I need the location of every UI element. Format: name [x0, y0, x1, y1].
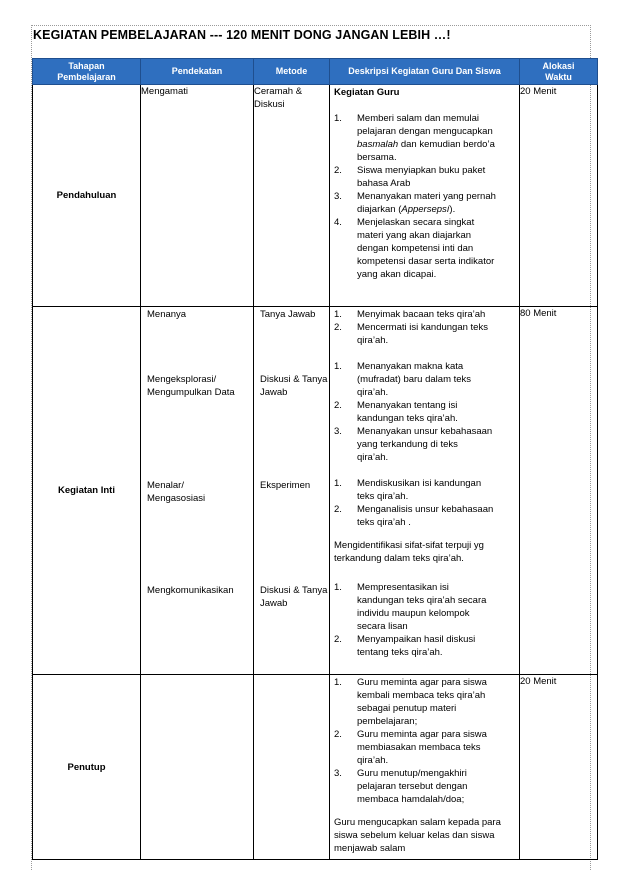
time-cell	[520, 675, 598, 860]
header-stage-line: Tahapan	[68, 60, 105, 71]
list-item-number: 2.	[334, 165, 342, 176]
list-item-line: pembelajaran;	[357, 716, 418, 727]
list-item-line: Guru meminta agar para siswa	[357, 677, 487, 688]
list-item-line: yang terkandung di teks	[357, 439, 458, 450]
list-item-line: Menyampaikan hasil diskusi	[357, 634, 476, 645]
header-stage	[33, 59, 141, 85]
header-allocation	[520, 59, 598, 85]
list-item-line: Menanyakan unsur kebahasaan	[357, 426, 493, 437]
approach-cell	[141, 307, 254, 675]
description-cell	[330, 675, 520, 860]
list-item-line: membaca hamdalah/doa;	[357, 794, 465, 805]
list-item-number: 1.	[334, 582, 342, 593]
list-item-line: Menjelaskan secara singkat	[357, 217, 475, 228]
method-label: Eksperimen	[260, 480, 311, 491]
list-item-line: kompetensi dasar serta indikator	[357, 256, 495, 267]
list-item-line: Mendiskusikan isi kandungan	[357, 478, 482, 489]
header-alloc-line: Waktu	[545, 71, 572, 82]
table-header-row	[33, 59, 598, 85]
list-item-line: Menanyakan makna kata	[357, 361, 464, 372]
list-item-line: kembali membaca teks qira’ah	[357, 690, 486, 701]
method-label: Jawab	[260, 598, 288, 609]
list-item-line: Menganalisis unsur kebahasaan	[357, 504, 494, 515]
description-title: Kegiatan Guru	[334, 87, 400, 98]
list-item-number: 3.	[334, 426, 342, 437]
description-closing: menjawab salam	[334, 843, 406, 854]
list-item-line: teks qira’ah .	[357, 517, 411, 528]
list-item-line: Menanyakan tentang isi	[357, 400, 458, 411]
approach-label: Menanya	[147, 309, 187, 320]
time-label: 80 Menit	[520, 308, 557, 319]
header-description: Deskripsi Kegiatan Guru Dan Siswa	[330, 59, 520, 85]
method-label: Jawab	[260, 387, 288, 398]
header-stage-line: Pembelajaran	[57, 71, 116, 82]
list-item-line: qira’ah.	[357, 755, 389, 766]
approach-label: Mengumpulkan Data	[147, 387, 235, 398]
list-item-line: (mufradat) baru dalam teks	[357, 374, 472, 385]
list-item-line: diajarkan (Appersepsí).	[357, 204, 456, 215]
method-label: Tanya Jawab	[260, 309, 316, 320]
list-item-line: sebagai penutup materi	[357, 703, 457, 714]
method-cell	[254, 307, 330, 675]
list-item-number: 1.	[334, 677, 342, 688]
list-item-line: secara lisan	[357, 621, 408, 632]
stage-cell: Kegiatan Inti	[33, 307, 141, 675]
list-item-line: pelajaran dengan mengucapkan	[357, 126, 493, 137]
list-item-line: Guru meminta agar para siswa	[357, 729, 487, 740]
list-item-number: 2.	[334, 504, 342, 515]
list-item-line: kandungan teks qira’ah.	[357, 413, 458, 424]
list-item-line: tentang teks qira’ah.	[357, 647, 443, 658]
approach-cell	[141, 675, 254, 860]
list-item-line: dengan kompetensi inti dan	[357, 243, 474, 254]
description-note: Mengidentifikasi sifat-sifat terpuji yg	[334, 540, 484, 551]
list-item-number: 1.	[334, 113, 342, 124]
method-label: Diskusi	[254, 99, 285, 110]
list-item-line: yang akan dicapai.	[357, 269, 437, 280]
method-cell	[254, 85, 330, 307]
stage-cell: Pendahuluan	[33, 85, 141, 307]
list-item-line: Mencermati isi kandungan teks	[357, 322, 488, 333]
list-item-line: teks qira’ah.	[357, 491, 409, 502]
table-row	[33, 85, 598, 307]
list-item-number: 3.	[334, 191, 342, 202]
table-row	[33, 307, 598, 675]
list-item-line: bersama.	[357, 152, 397, 163]
description-note: terkandung dalam teks qira’ah.	[334, 553, 464, 564]
method-label: Diskusi & Tanya	[260, 374, 328, 385]
page-title: KEGIATAN PEMBELAJARAN --- 120 MENIT DONG JANGAN LEBIH …!	[33, 28, 451, 42]
list-item-line: kandungan teks qira’ah secara	[357, 595, 487, 606]
time-label: 20 Menit	[520, 86, 557, 97]
list-item-number: 2.	[334, 400, 342, 411]
lesson-plan-table	[32, 58, 598, 860]
approach-label: Mengasosiasi	[147, 493, 206, 504]
description-closing: Guru mengucapkan salam kepada para	[334, 817, 501, 828]
time-cell	[520, 307, 598, 675]
time-label: 20 Menit	[520, 676, 557, 687]
list-item-number: 4.	[334, 217, 342, 228]
description-closing: siswa sebelum keluar kelas dan siswa	[334, 830, 495, 841]
stage-cell: Penutup	[33, 675, 141, 860]
approach-label: Mengamati	[141, 86, 188, 97]
approach-label: Menalar/	[147, 480, 184, 491]
approach-label: Mengkomunikasikan	[147, 585, 234, 596]
list-item-line: qira’ah.	[357, 387, 389, 398]
list-item-line: basmalah dan kemudian berdo’a	[357, 139, 495, 150]
header-alloc-line: Alokasi	[542, 60, 575, 71]
list-item-line: Menyimak bacaan teks qira’ah	[357, 309, 486, 320]
header-approach: Pendekatan	[141, 59, 254, 85]
list-item-line: materi yang akan diajarkan	[357, 230, 472, 241]
method-cell	[254, 675, 330, 860]
list-item-number: 1.	[334, 361, 342, 372]
approach-label: Mengeksplorasi/	[147, 374, 217, 385]
list-item-line: qira’ah.	[357, 452, 389, 463]
list-item-line: qira’ah.	[357, 335, 389, 346]
description-cell	[330, 85, 520, 307]
list-item-number: 2.	[334, 634, 342, 645]
list-item-number: 2.	[334, 729, 342, 740]
method-label: Ceramah &	[254, 86, 303, 97]
list-item-line: pelajaran tersebut dengan	[357, 781, 468, 792]
list-item-line: Memberi salam dan memulai	[357, 113, 479, 124]
list-item-line: individu maupun kelompok	[357, 608, 470, 619]
list-item-number: 1.	[334, 309, 342, 320]
header-method: Metode	[254, 59, 330, 85]
method-label: Diskusi & Tanya	[260, 585, 328, 596]
list-item-line: Guru menutup/mengakhiri	[357, 768, 467, 779]
list-item-line: bahasa Arab	[357, 178, 411, 189]
list-item-number: 3.	[334, 768, 342, 779]
table-row	[33, 675, 598, 860]
time-cell	[520, 85, 598, 307]
list-item-line: Menanyakan materi yang pernah	[357, 191, 496, 202]
approach-cell	[141, 85, 254, 307]
list-item-line: Siswa menyiapkan buku paket	[357, 165, 486, 176]
list-item-number: 1.	[334, 478, 342, 489]
list-item-number: 2.	[334, 322, 342, 333]
description-cell	[330, 307, 520, 675]
list-item-line: Mempresentasikan isi	[357, 582, 449, 593]
list-item-line: membiasakan membaca teks	[357, 742, 481, 753]
